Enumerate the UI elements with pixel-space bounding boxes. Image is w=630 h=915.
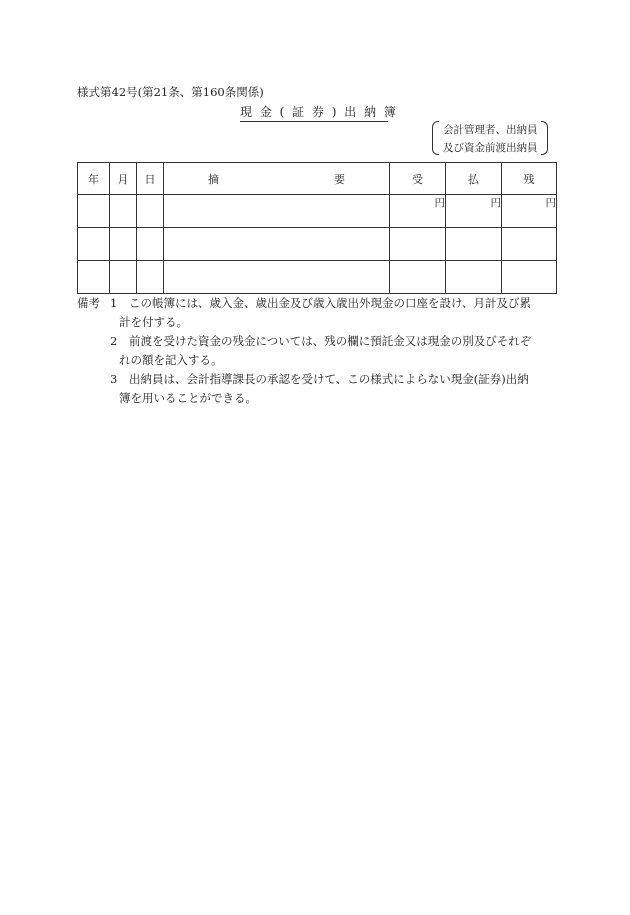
cell-receipt[interactable]	[390, 195, 446, 228]
note-text: この帳簿には、歳入金、歳出金及び歳入歳出外現金の口座を設け、月計及び累	[129, 296, 532, 310]
cell-receipt[interactable]	[390, 228, 446, 261]
note-text-continued: 計を付する。	[119, 315, 188, 329]
cell-day[interactable]	[137, 195, 164, 228]
cell-description[interactable]	[164, 228, 390, 261]
note-item-1	[110, 294, 562, 332]
header-month: 月	[110, 163, 137, 195]
note-text-continued: 簿を用いることができる。	[119, 391, 257, 405]
yen-unit: 円	[434, 197, 445, 209]
header-description-right: 要	[334, 172, 345, 186]
table-header-row	[78, 163, 557, 195]
form-number: 様式第42号(第21条、第160条関係)	[77, 85, 264, 99]
cell-description[interactable]	[164, 195, 390, 228]
notes-title: 備考	[77, 296, 100, 310]
cell-payment[interactable]	[446, 195, 502, 228]
table-row	[78, 195, 557, 228]
cell-receipt[interactable]	[390, 261, 446, 294]
cell-day[interactable]	[137, 228, 164, 261]
left-bracket	[432, 121, 439, 155]
note-text: 前渡を受けた資金の残金については、残の欄に預託金又は現金の別及びそれぞ	[129, 334, 532, 348]
cell-balance[interactable]	[502, 261, 557, 294]
note-item-2	[110, 332, 562, 370]
yen-unit: 円	[490, 197, 501, 209]
cash-ledger-table	[77, 162, 557, 294]
cell-balance[interactable]	[502, 228, 557, 261]
header-description-left: 摘	[208, 172, 219, 186]
table-row	[78, 261, 557, 294]
header-payment: 払	[446, 163, 502, 195]
note-text-continued: れの額を記入する。	[119, 353, 223, 367]
table-row	[78, 228, 557, 261]
yen-unit: 円	[545, 197, 556, 209]
note-number: 3	[110, 372, 118, 386]
cell-year[interactable]	[78, 195, 110, 228]
cell-month[interactable]	[110, 261, 137, 294]
cell-year[interactable]	[78, 261, 110, 294]
note-text: 出納員は、会計指導課長の承認を受けて、この様式によらない現金(証券)出納	[129, 372, 529, 386]
note-number: 1	[110, 296, 118, 310]
document-title: 現 金 ( 証 券 ) 出 納 簿	[240, 103, 388, 122]
note-number: 2	[110, 334, 118, 348]
cell-month[interactable]	[110, 195, 137, 228]
header-day: 日	[137, 163, 164, 195]
header-description	[164, 163, 390, 195]
officer-line-1: 会計管理者、出納員	[443, 124, 538, 136]
cell-balance[interactable]	[502, 195, 557, 228]
cell-month[interactable]	[110, 228, 137, 261]
cell-day[interactable]	[137, 261, 164, 294]
officer-line-2: 及び資金前渡出納員	[443, 142, 538, 154]
right-bracket	[541, 121, 548, 155]
cell-payment[interactable]	[446, 261, 502, 294]
cell-description[interactable]	[164, 261, 390, 294]
header-receipt: 受	[390, 163, 446, 195]
note-item-3	[110, 370, 562, 408]
officer-bracket-note	[432, 121, 548, 155]
header-year: 年	[78, 163, 110, 195]
cell-payment[interactable]	[446, 228, 502, 261]
cell-year[interactable]	[78, 228, 110, 261]
header-balance: 残	[502, 163, 557, 195]
